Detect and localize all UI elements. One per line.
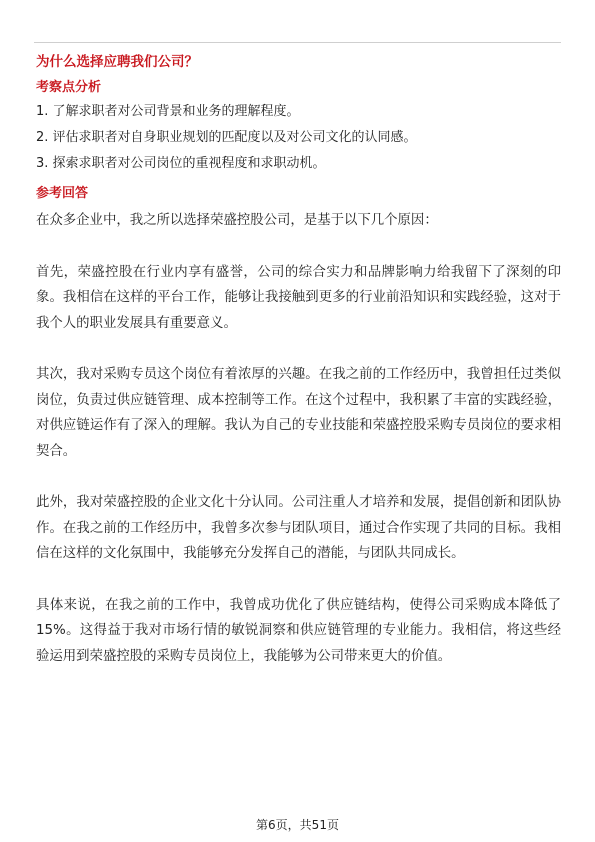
question-title: 为什么选择应聘我们公司？: [36, 54, 198, 70]
page-number: 第6页，共51页: [256, 818, 339, 832]
analysis-point: 3. 探索求职者对公司岗位的重视程度和求职动机。: [36, 156, 326, 171]
answer-paragraph-fourth: 具体来说，在我之前的工作中，我曾成功优化了供应链结构，使得公司采购成本降低了15%。这得益于我对市场行情的敏锐洞察和供应链管理的专业能力。我相信，将这些经验运用到荣盛控股的采购专员岗位上，我能够为公司带来更大的价值。: [36, 597, 561, 664]
document-body: [36, 52, 561, 669]
analysis-point: 1. 了解求职者对公司背景和业务的理解程度。: [36, 104, 300, 119]
analysis-heading: 考察点分析: [36, 80, 102, 95]
answer-heading: 参考回答: [36, 186, 89, 201]
answer-paragraph-first: 首先，荣盛控股在行业内享有盛誉，公司的综合实力和品牌影响力给我留下了深刻的印象。我相信在这样的平台工作，能够让我接触到更多的行业前沿知识和实践经验，这对于我个人的职业发展具有重要意义。: [36, 264, 561, 331]
analysis-point: 2. 评估求职者对自身职业规划的匹配度以及对公司文化的认同感。: [36, 130, 417, 145]
answer-intro: 在众多企业中，我之所以选择荣盛控股公司，是基于以下几个原因：: [36, 213, 438, 228]
analysis-points: [36, 102, 561, 174]
answer-paragraph-third: 此外，我对荣盛控股的企业文化十分认同。公司注重人才培养和发展，提倡创新和团队协作。在我之前的工作经历中，我曾多次参与团队项目，通过合作实现了共同的目标。我相信在这样的文化氛围中，我能够充分发挥自己的潜能，与团队共同成长。: [36, 495, 561, 561]
answer-paragraph-second: 其次，我对采购专员这个岗位有着浓厚的兴趣。在我之前的工作经历中，我曾担任过类似岗位，负责过供应链管理、成本控制等工作。在这个过程中，我积累了丰富的实践经验，对供应链运作有了深入的理解。我认为自己的专业技能和荣盛控股采购专员岗位的要求相契合。: [36, 367, 561, 459]
header-rule: [34, 42, 561, 43]
